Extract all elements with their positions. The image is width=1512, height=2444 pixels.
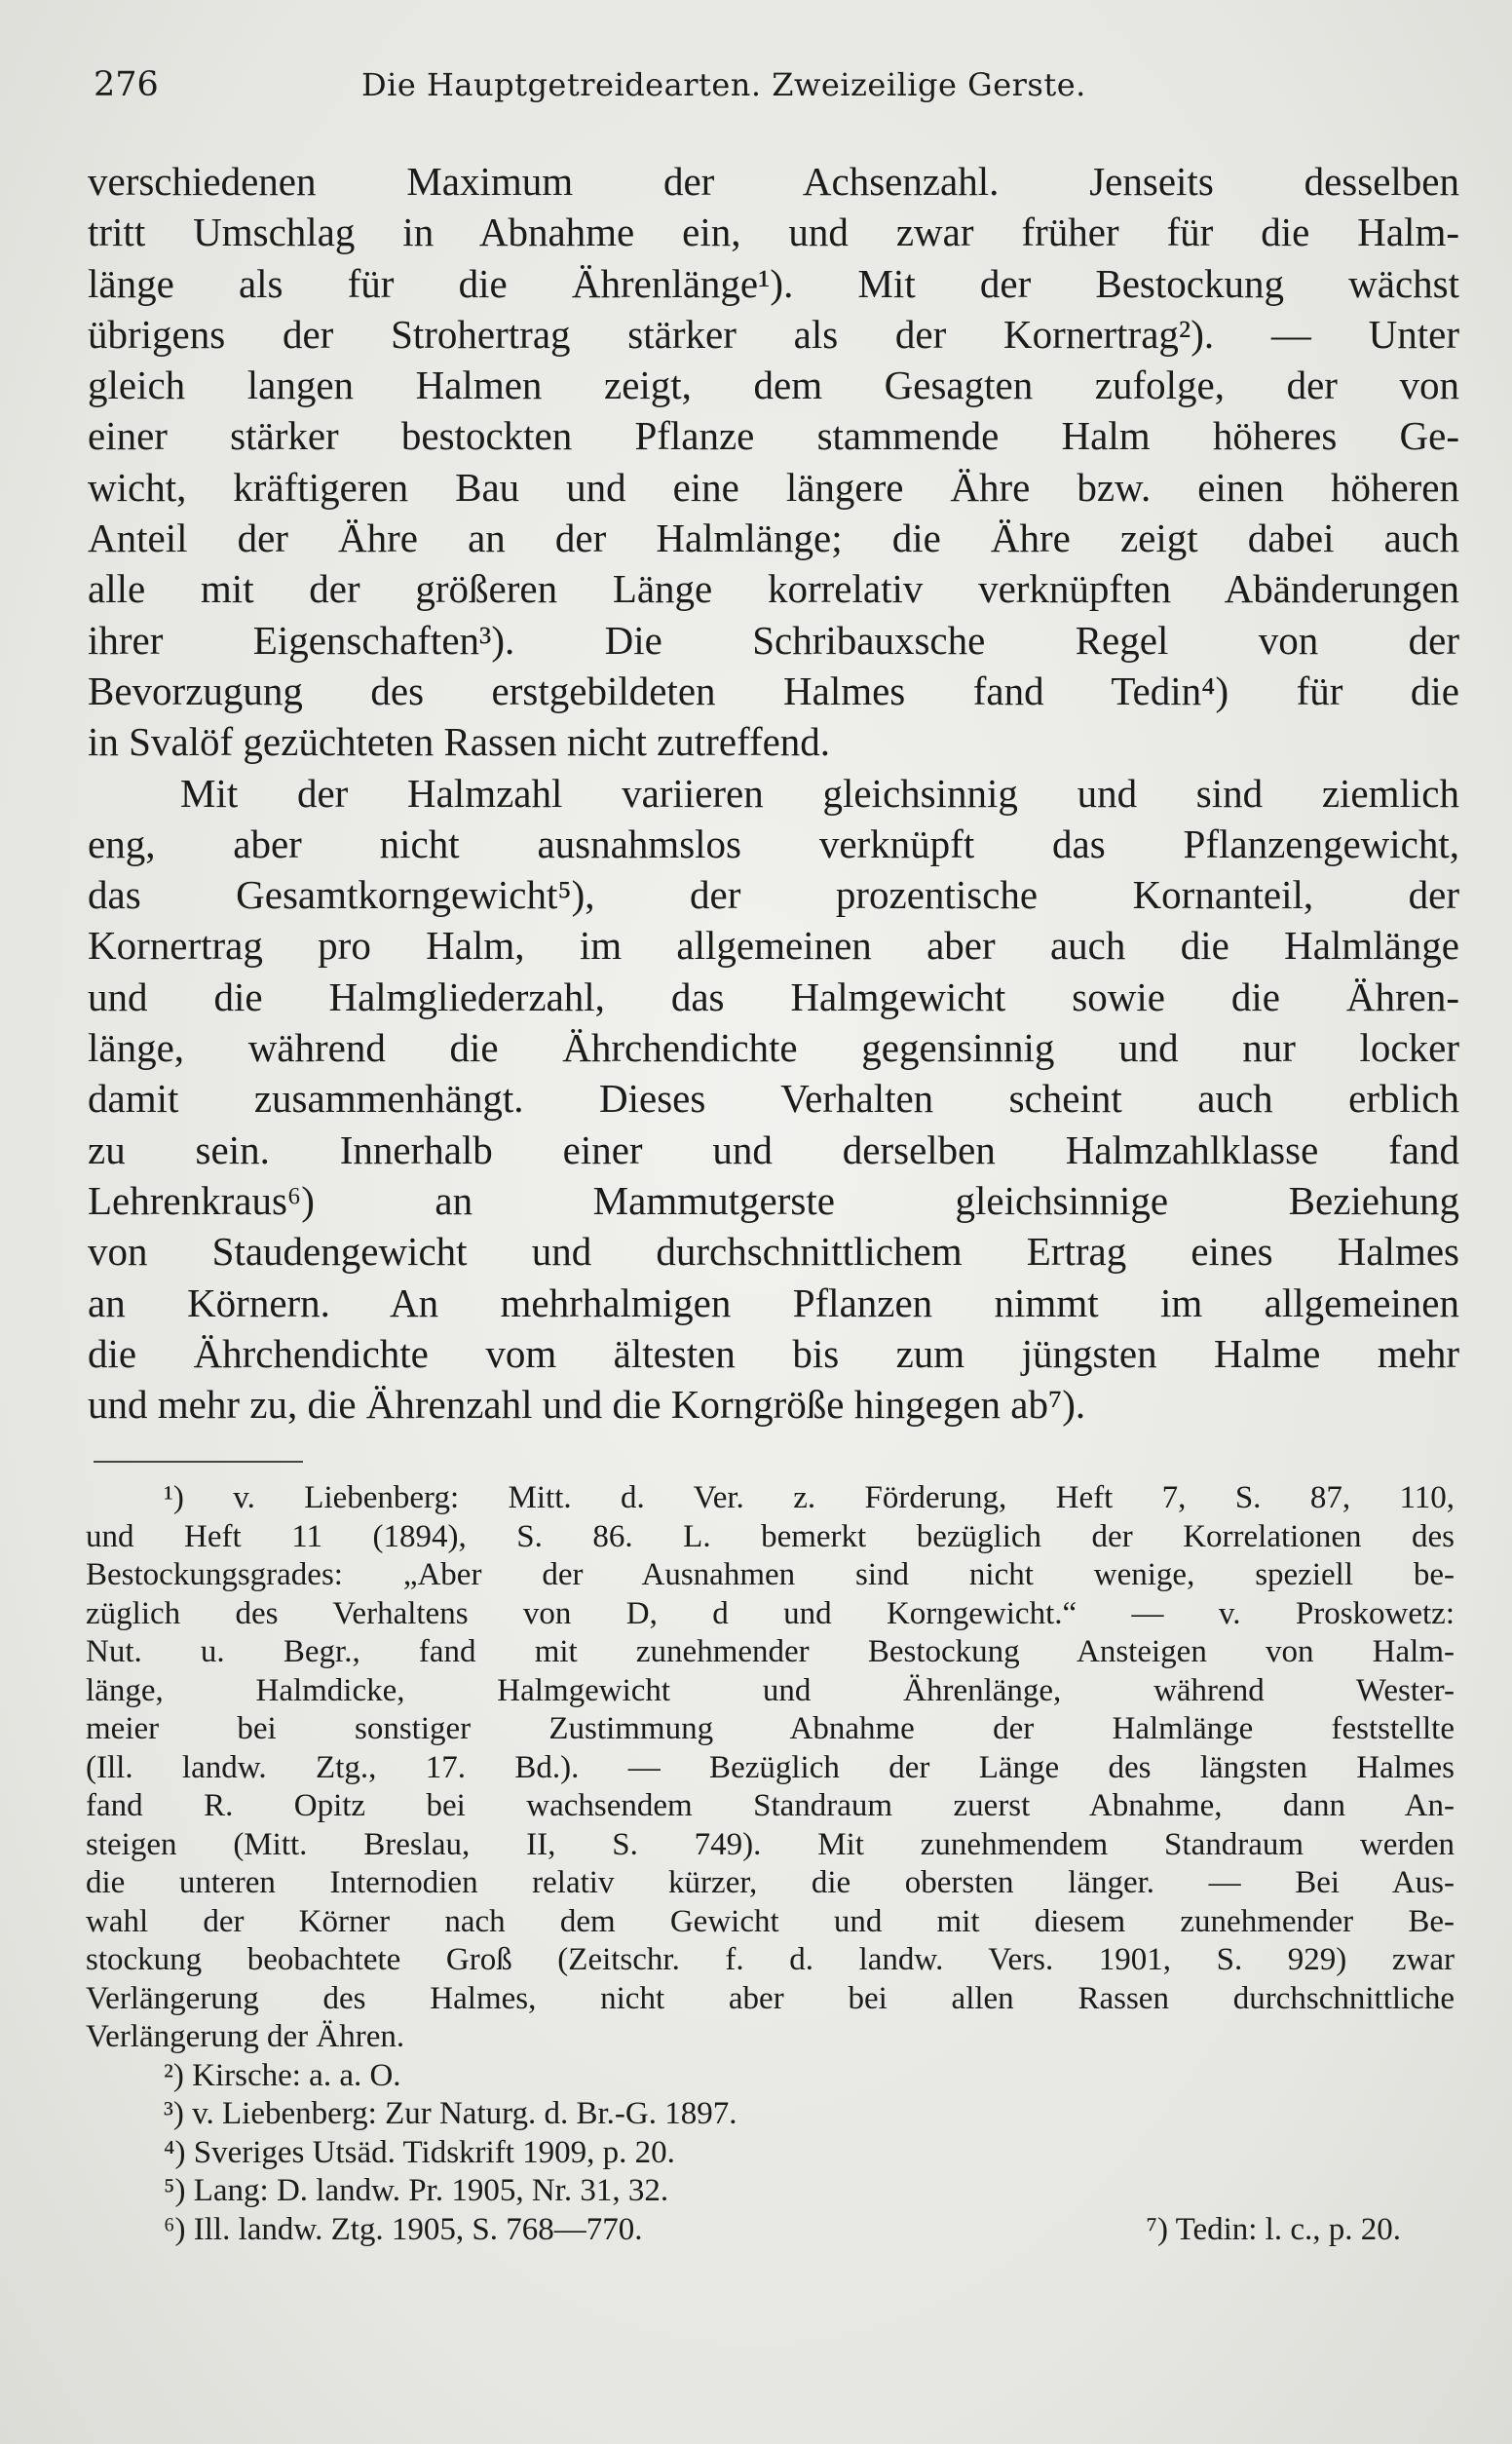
- text-line: an Körnern. An mehrhalmigen Pflanzen nimmt im allgemeinen: [88, 1279, 1459, 1325]
- footnote-line: fand R. Opitz bei wachsendem Standraum zuerst Abnahme, dann An-: [86, 1788, 1455, 1823]
- footnote-line: Bestockungsgrades: „Aber der Ausnahmen sind nicht wenige, speziell be-: [86, 1557, 1455, 1592]
- page-header: [94, 60, 1457, 109]
- text-line: Anteil der Ähre an der Halmlänge; die Ähre zeigt dabei auch: [88, 516, 1459, 561]
- running-title: Die Hauptgetreidearten. Zweizeilige Gerste.: [361, 66, 1086, 103]
- text-line: von Staudengewicht und durchschnittlichem Ertrag eines Halmes: [88, 1229, 1459, 1275]
- text-line: Bevorzugung des erstgebildeten Halmes fand Tedin⁴) für die: [88, 668, 1459, 713]
- text-line: gleich langen Halmen zeigt, dem Gesagten zufolge, der von: [88, 363, 1459, 408]
- text-line: in Svalöf gezüchteten Rassen nicht zutreffend.: [88, 719, 831, 765]
- footnote-line: ³) v. Liebenberg: Zur Naturg. d. Br.-G. 1897.: [164, 2096, 737, 2131]
- footnote-line: ⁴) Sveriges Utsäd. Tidskrift 1909, p. 20.: [164, 2134, 675, 2170]
- footnote-line: ⁵) Lang: D. landw. Pr. 1905, Nr. 31, 32.: [164, 2173, 669, 2208]
- footnote-line: Verlängerung des Halmes, nicht aber bei allen Rassen durchschnittliche: [86, 1980, 1455, 2016]
- footnote-line: Verlängerung der Ähren.: [86, 2019, 405, 2054]
- footnote-line: (Ill. landw. Ztg., 17. Bd.). — Bezüglich der Länge des längsten Halmes: [86, 1749, 1455, 1785]
- footnote-line-pair: [86, 2211, 1455, 2250]
- page-number: 276: [94, 65, 159, 104]
- footnote-line: steigen (Mitt. Breslau, II, S. 749). Mit zunehmendem Standraum werden: [86, 1826, 1455, 1862]
- text-line: damit zusammenhängt. Dieses Verhalten scheint auch erblich: [88, 1076, 1459, 1122]
- text-line: zu sein. Innerhalb einer und derselben Halmzahlklasse fand: [88, 1127, 1459, 1172]
- text-line: verschiedenen Maximum der Achsenzahl. Jenseits desselben: [88, 159, 1459, 204]
- text-line: und mehr zu, die Ährenzahl und die Korngröße hingegen ab⁷).: [88, 1382, 1086, 1428]
- footnote-line: die unteren Internodien relativ kürzer, die obersten länger. — Bei Aus-: [86, 1865, 1455, 1900]
- text-line: wicht, kräftigeren Bau und eine längere Ähre bzw. einen höheren: [88, 464, 1459, 510]
- footnotes: [86, 1479, 1455, 2249]
- text-line: länge als für die Ährenlänge¹). Mit der Bestockung wächst: [88, 260, 1459, 306]
- footnote-line: wahl der Körner nach dem Gewicht und mit diesem zunehmender Be-: [86, 1903, 1455, 1939]
- footnote-line: ²) Kirsche: a. a. O.: [164, 2057, 401, 2093]
- footnote-line: Nut. u. Begr., fand mit zunehmender Bestockung Ansteigen von Halm-: [86, 1634, 1455, 1669]
- text-line: alle mit der größeren Länge korrelativ verknüpften Abänderungen: [88, 566, 1459, 612]
- text-line: die Ährchendichte vom ältesten bis zum jüngsten Halme mehr: [88, 1330, 1459, 1376]
- footnote-line: ¹) v. Liebenberg: Mitt. d. Ver. z. Förderung, Heft 7, S. 87, 110,: [164, 1480, 1455, 1515]
- footnote-divider: [94, 1461, 303, 1463]
- text-line: und die Halmgliederzahl, das Halmgewicht sowie die Ähren-: [88, 974, 1459, 1019]
- main-text: [88, 156, 1459, 1430]
- text-line: Mit der Halmzahl variieren gleichsinnig und sind ziemlich: [180, 770, 1459, 816]
- footnote-line: länge, Halmdicke, Halmgewicht und Ährenlänge, während Wester-: [86, 1672, 1455, 1708]
- text-line: ihrer Eigenschaften³). Die Schribauxsche Regel von der: [88, 617, 1459, 663]
- text-line: Lehrenkraus⁶) an Mammutgerste gleichsinnige Beziehung: [88, 1177, 1459, 1223]
- footnote-line: stockung beobachtete Groß (Zeitschr. f. d. landw. Vers. 1901, S. 929) zwar: [86, 1942, 1455, 1977]
- text-line: einer stärker bestockten Pflanze stammende Halm höheres Ge-: [88, 413, 1459, 459]
- text-line: eng, aber nicht ausnahmslos verknüpft das Pflanzengewicht,: [88, 821, 1459, 866]
- text-line: länge, während die Ährchendichte gegensinnig und nur locker: [88, 1025, 1459, 1071]
- footnote-7: ⁷) Tedin: l. c., p. 20.: [1146, 2211, 1401, 2247]
- text-line: Kornertrag pro Halm, im allgemeinen aber auch die Halmlänge: [88, 923, 1459, 969]
- text-line: das Gesamtkorngewicht⁵), der prozentische Kornanteil, der: [88, 872, 1459, 918]
- footnote-line: und Heft 11 (1894), S. 86. L. bemerkt bezüglich der Korrelationen des: [86, 1518, 1455, 1554]
- text-line: übrigens der Strohertrag stärker als der Kornertrag²). — Unter: [88, 311, 1459, 357]
- footnote-line: züglich des Verhaltens von D, d und Korngewicht.“ — v. Proskowetz:: [86, 1595, 1455, 1631]
- footnote-6: ⁶) Ill. landw. Ztg. 1905, S. 768—770.: [164, 2211, 643, 2247]
- text-line: tritt Umschlag in Abnahme ein, und zwar früher für die Halm-: [88, 210, 1459, 255]
- footnote-line: meier bei sonstiger Zustimmung Abnahme der Halmlänge feststellte: [86, 1711, 1455, 1746]
